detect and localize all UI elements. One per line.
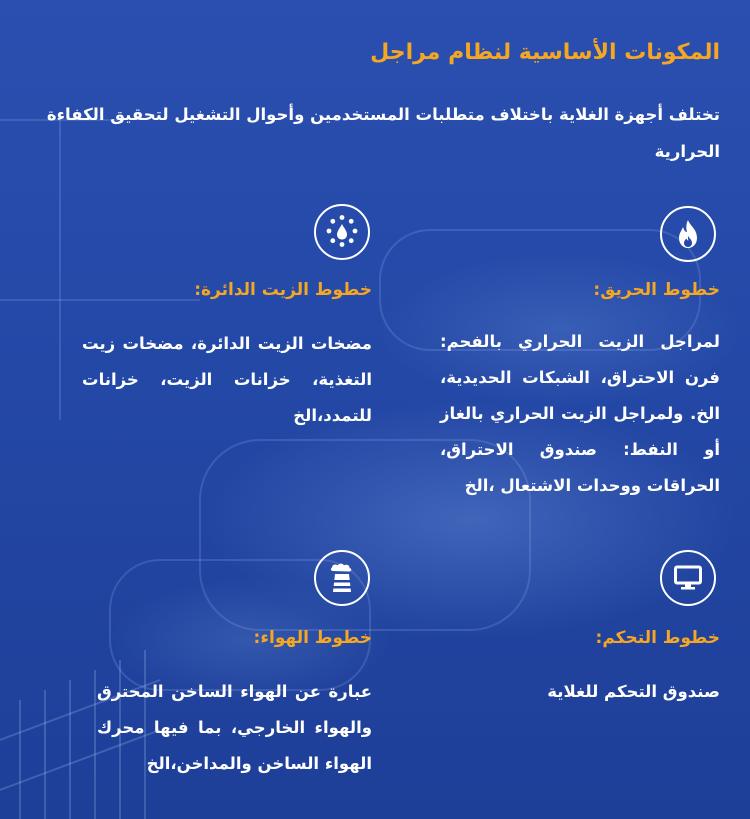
oil-drop-circulation-icon	[314, 204, 370, 260]
section-title-oil-lines: خطوط الزيت الدائرة:	[194, 280, 372, 300]
flame-icon	[660, 206, 716, 262]
section-title-air-lines: خطوط الهواء:	[253, 628, 372, 648]
section-title-control-lines: خطوط التحكم:	[595, 628, 720, 648]
section-text-fire-lines: لمراجل الزيت الحراري بالفحم: فرن الاحتراق، الشبكات الحديدية، الخ. ولمراجل الزيت الحراري بالغاز أو النفط: صندوق الاحتراق، الحراقات ووحدات الاشتعال ،الخ	[440, 332, 720, 495]
section-text-control-lines: صندوق التحكم للغلاية	[547, 682, 720, 701]
section-title-fire-lines: خطوط الحريق:	[593, 280, 720, 300]
intro-text: تختلف أجهزة الغلاية باختلاف متطلبات المستخدمين وأحوال التشغيل لتحقيق الكفاءة الحرارية	[46, 105, 720, 161]
monitor-icon	[660, 550, 716, 606]
page-title: المكونات الأساسية لنظام مراجل	[370, 40, 720, 65]
section-text-oil-lines: مضخات الزيت الدائرة، مضخات زيت التغذية، خزانات الزيت، خزانات للتمدد،الخ	[82, 334, 372, 425]
section-text-air-lines: عبارة عن الهواء الساخن المحترق والهواء الخارجي، بما فيها محرك الهواء الساخن والمداخن،الخ	[97, 682, 372, 773]
factory-chimney-icon	[314, 550, 370, 606]
